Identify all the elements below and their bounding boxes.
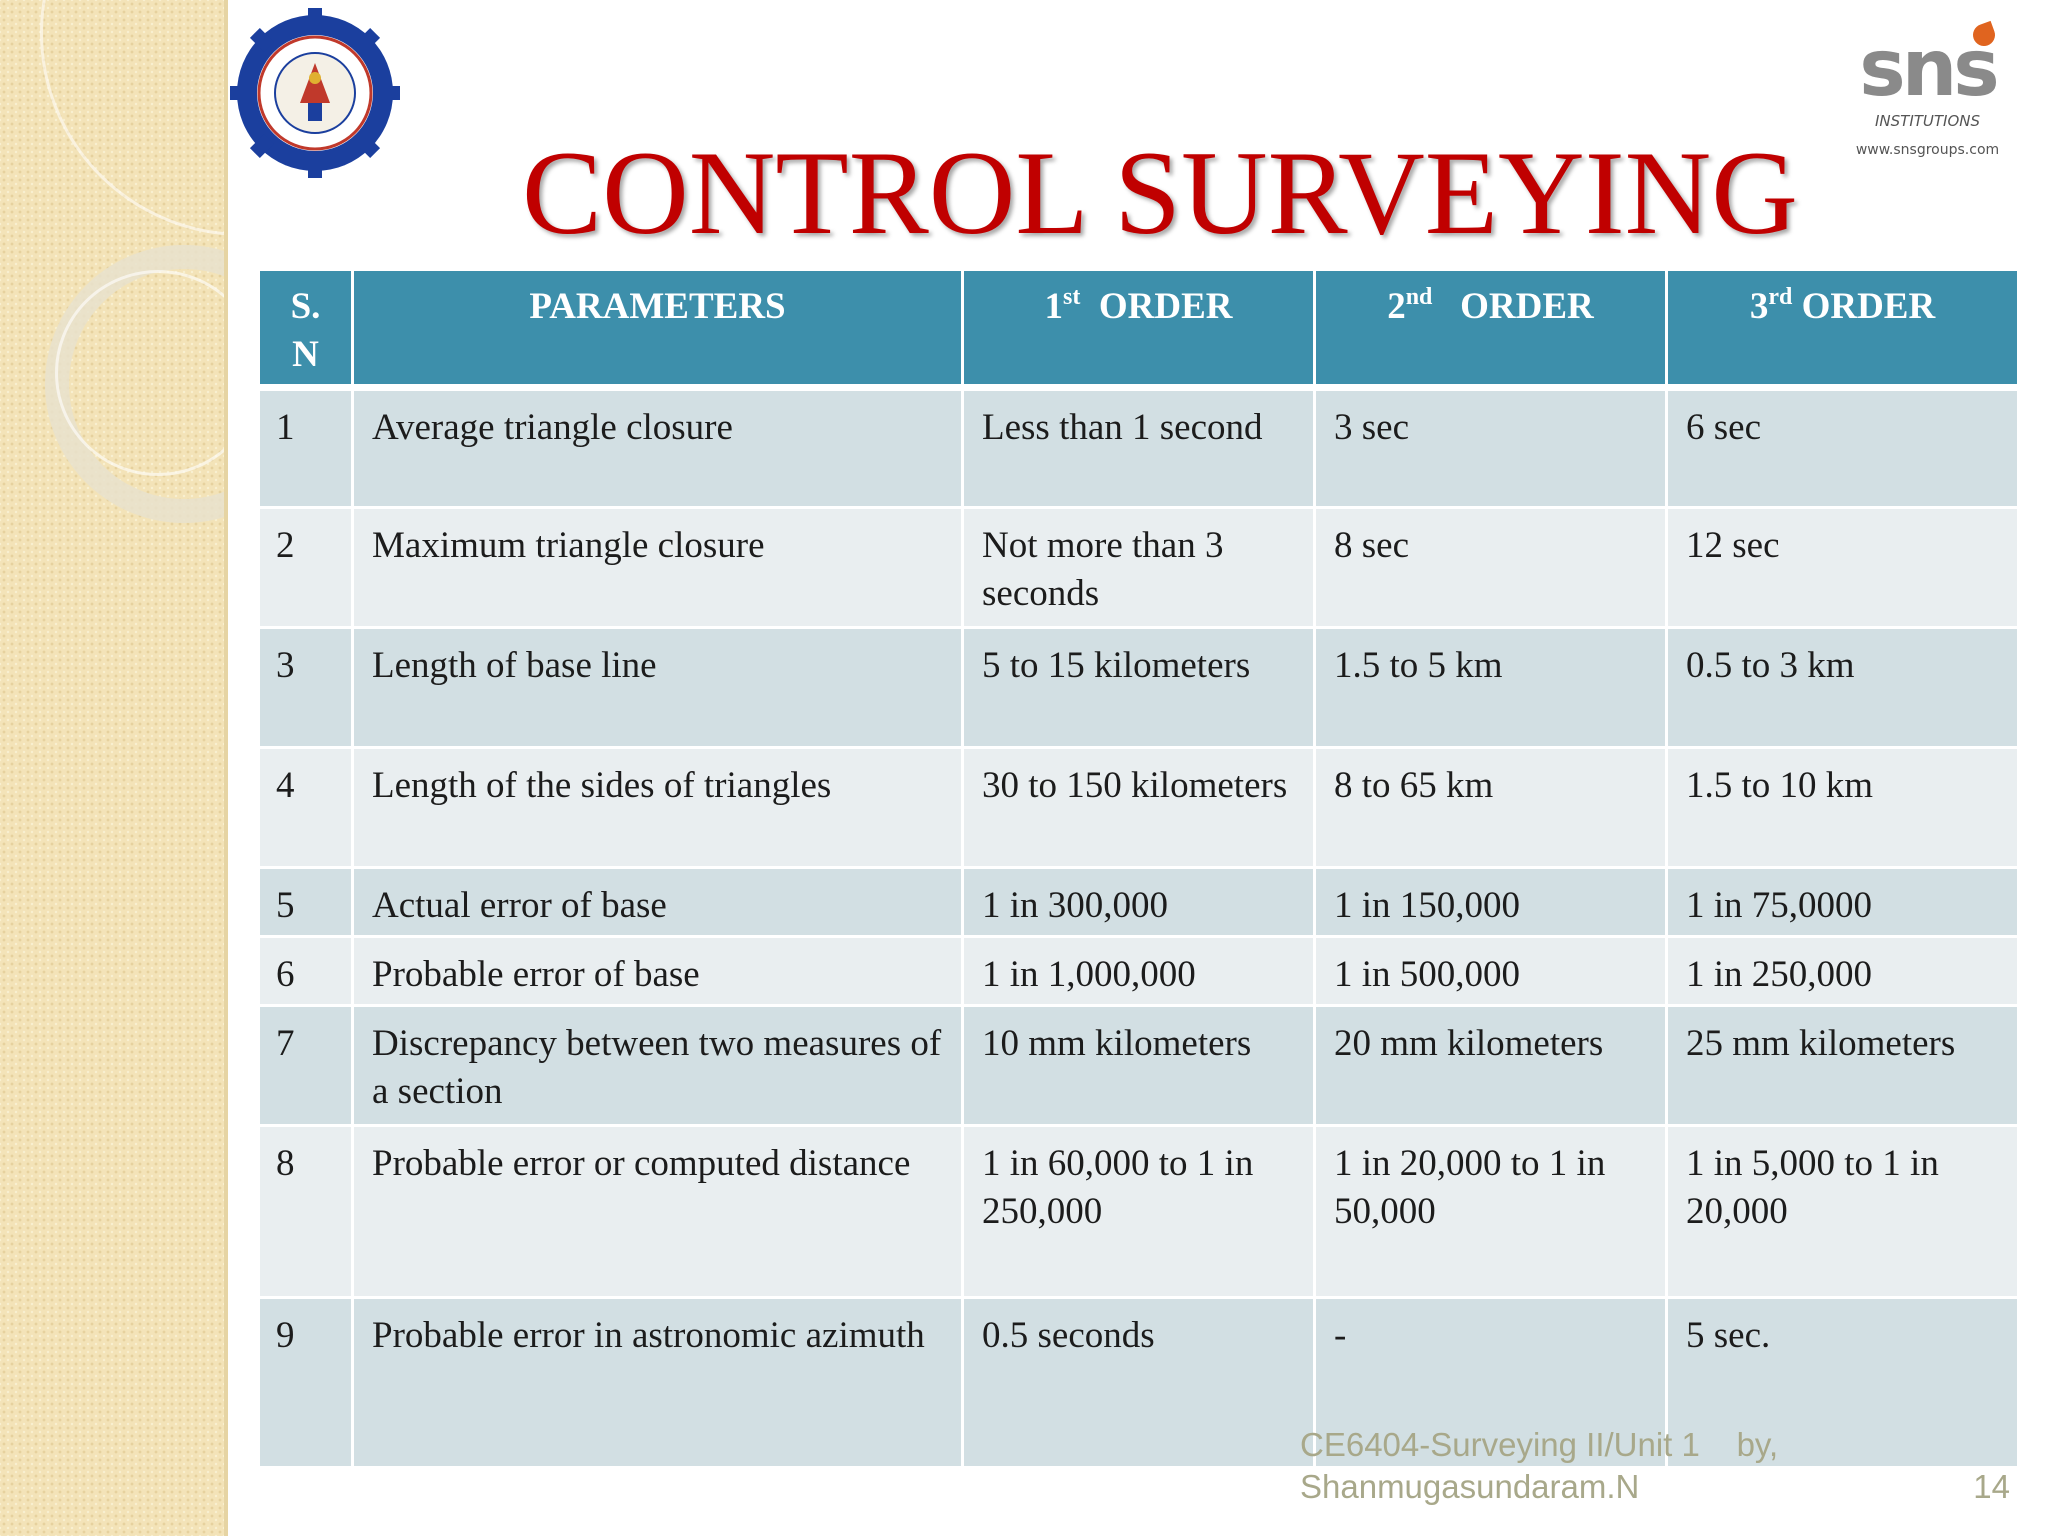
side-divider — [224, 0, 228, 1536]
cell-second-order: 1.5 to 5 km — [1315, 628, 1667, 748]
cell-sn: 8 — [259, 1126, 353, 1298]
cell-parameter: Actual error of base — [353, 868, 963, 937]
cell-first-order: 30 to 150 kilometers — [963, 748, 1315, 868]
table-row — [259, 868, 2019, 937]
cell-third-order: 25 mm kilometers — [1667, 1006, 2019, 1126]
cell-sn: 6 — [259, 937, 353, 1006]
cell-parameter: Discrepancy between two measures of a section — [353, 1006, 963, 1126]
cell-first-order: 5 to 15 kilometers — [963, 628, 1315, 748]
cell-parameter: Probable error in astronomic azimuth — [353, 1298, 963, 1468]
cell-third-order: 5 sec. — [1667, 1298, 2019, 1468]
college-seal-icon — [230, 8, 400, 178]
cell-second-order: 8 to 65 km — [1315, 748, 1667, 868]
footer-by: by, — [1736, 1426, 1779, 1463]
cell-third-order: 0.5 to 3 km — [1667, 628, 2019, 748]
comparison-table — [257, 268, 2020, 1469]
cell-first-order: 0.5 seconds — [963, 1298, 1315, 1468]
table-row — [259, 628, 2019, 748]
table-row — [259, 1126, 2019, 1298]
cell-sn: 3 — [259, 628, 353, 748]
cell-sn: 7 — [259, 1006, 353, 1126]
cell-third-order: 6 sec — [1667, 388, 2019, 508]
cell-parameter: Average triangle closure — [353, 388, 963, 508]
cell-first-order: 10 mm kilometers — [963, 1006, 1315, 1126]
footer-author: Shanmugasundaram.N — [1300, 1468, 1640, 1505]
table-row — [259, 1006, 2019, 1126]
cell-sn: 4 — [259, 748, 353, 868]
cell-first-order: 1 in 1,000,000 — [963, 937, 1315, 1006]
header-third-order: 3rd ORDER — [1667, 270, 2019, 388]
header-sn: S. N — [259, 270, 353, 388]
cell-parameter: Length of the sides of triangles — [353, 748, 963, 868]
cell-parameter: Maximum triangle closure — [353, 508, 963, 628]
cell-second-order: 1 in 500,000 — [1315, 937, 1667, 1006]
cell-second-order: 1 in 20,000 to 1 in 50,000 — [1315, 1126, 1667, 1298]
header-parameters: PARAMETERS — [353, 270, 963, 388]
table-header-row — [259, 270, 2019, 388]
cell-sn: 9 — [259, 1298, 353, 1468]
table-row — [259, 508, 2019, 628]
cell-first-order: Less than 1 second — [963, 388, 1315, 508]
cell-sn: 2 — [259, 508, 353, 628]
cell-second-order: 3 sec — [1315, 388, 1667, 508]
cell-sn: 5 — [259, 868, 353, 937]
cell-third-order: 1 in 75,0000 — [1667, 868, 2019, 937]
cell-third-order: 1 in 250,000 — [1667, 937, 2019, 1006]
logo-subtitle: INSTITUTIONS — [1874, 112, 1981, 130]
cell-parameter: Probable error of base — [353, 937, 963, 1006]
header-first-order: 1st ORDER — [963, 270, 1315, 388]
cell-parameter: Length of base line — [353, 628, 963, 748]
footer-credit — [1300, 1424, 1860, 1508]
cell-second-order: 20 mm kilometers — [1315, 1006, 1667, 1126]
footer-course: CE6404-Surveying II/Unit 1 — [1300, 1426, 1700, 1463]
table-row — [259, 388, 2019, 508]
cell-second-order: 1 in 150,000 — [1315, 868, 1667, 937]
table-row — [259, 748, 2019, 868]
cell-first-order: 1 in 60,000 to 1 in 250,000 — [963, 1126, 1315, 1298]
logo-url: www.snsgroups.com — [1855, 142, 2000, 158]
cell-third-order: 12 sec — [1667, 508, 2019, 628]
cell-second-order: - — [1315, 1298, 1667, 1468]
cell-first-order: 1 in 300,000 — [963, 868, 1315, 937]
cell-third-order: 1.5 to 10 km — [1667, 748, 2019, 868]
header-second-order: 2nd ORDER — [1315, 270, 1667, 388]
cell-parameter: Probable error or computed distance — [353, 1126, 963, 1298]
table-row — [259, 937, 2019, 1006]
logo-brand-text: sns — [1859, 24, 1996, 114]
cell-third-order: 1 in 5,000 to 1 in 20,000 — [1667, 1126, 2019, 1298]
cell-sn: 1 — [259, 388, 353, 508]
cell-second-order: 8 sec — [1315, 508, 1667, 628]
cell-first-order: Not more than 3 seconds — [963, 508, 1315, 628]
decorative-side-panel — [0, 0, 228, 1536]
slide-title: CONTROL SURVEYING — [522, 126, 1798, 259]
page-number: 14 — [1973, 1468, 2010, 1505]
